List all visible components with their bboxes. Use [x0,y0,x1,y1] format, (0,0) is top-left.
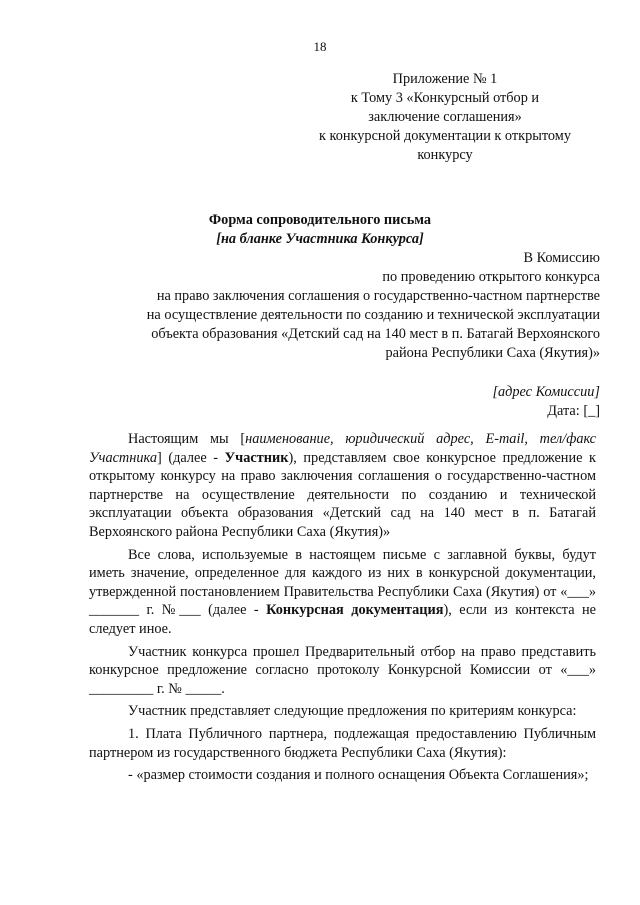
letter-body [89,430,596,789]
appendix-line: конкурсу [417,147,473,163]
addressee-block [80,249,600,363]
addressee-line: В Комиссию [523,250,600,266]
addressee-line: на осуществление деятельности по созданию и технической эксплуатации [146,307,600,323]
appendix-line: к Тому 3 «Конкурсный отбор и [350,90,540,106]
text-run: ), представляем свое конкурсное предложение к открытому конкурсу на право заключения соглашения о государственно-частном партнерстве на осуществление деятельности по созданию и технической эксплуатации объекта образования «Детский сад на 140 мест в п. Батагай Верхоянского района Республики Саха (Якутия)» [89,449,596,540]
defined-term: Конкурсная документация [266,602,444,619]
addressee-line: по проведению открытого конкурса [382,269,600,285]
form-title-sub: [на бланке Участника Конкурса] [216,231,424,247]
text-run: ), если из контекста не следует иное. [89,602,597,637]
addressee-line: района Республики Саха (Якутия)» [385,345,600,361]
paragraph-preselection: Участник конкурса прошел Предварительный отбор на право представить конкурсное предложение согласно протоколу Конкурсной Комиссии от «___» _________ г. № _____. [89,643,596,697]
addressee-line: на право заключения соглашения о государственно-частном партнерстве [156,288,600,304]
commission-address: [адрес Комиссии] [492,384,600,400]
text-run: ] (далее - [156,449,225,466]
text-run: Все слова, используемые в настоящем письме с заглавной буквы, будут иметь значение, определенное для каждого из них в конкурсной документации, утвержденной постановлением Правительства Республики Саха (Якутия) от «___» _______ г. №___ (далее - [89,546,596,619]
appendix-line: к конкурсной документации к открытому [319,128,571,144]
paragraph-criterion-1: 1. Плата Публичного партнера, подлежащая предоставлению Публичным партнером из государственного бюджета Республики Саха (Якутия): [89,725,596,761]
text-run: Настоящим мы [ [128,431,246,447]
form-title [0,211,640,249]
letter-date: Дата: [_] [547,403,600,419]
participant-details-placeholder: наименование, юридический адрес, E-mail, тел/факс Участника [89,431,596,466]
form-title-main: Форма сопроводительного письма [208,212,432,228]
paragraph-criterion-item: - «размер стоимости создания и полного оснащения Объекта Соглашения»; [128,767,589,784]
appendix-line: заключение соглашения» [368,109,522,125]
appendix-header [300,70,590,165]
appendix-line: Приложение № 1 [392,71,498,87]
page-number: 18 [313,39,327,54]
paragraph-intro [89,430,596,542]
meta-block [300,383,600,421]
defined-term: Участник [224,449,289,466]
addressee-line: объекта образования «Детский сад на 140 мест в п. Батагай Верхоянского [151,326,600,342]
paragraph-definitions [89,546,596,639]
paragraph-criteria: Участник представляет следующие предложения по критериям конкурса: [128,703,577,720]
